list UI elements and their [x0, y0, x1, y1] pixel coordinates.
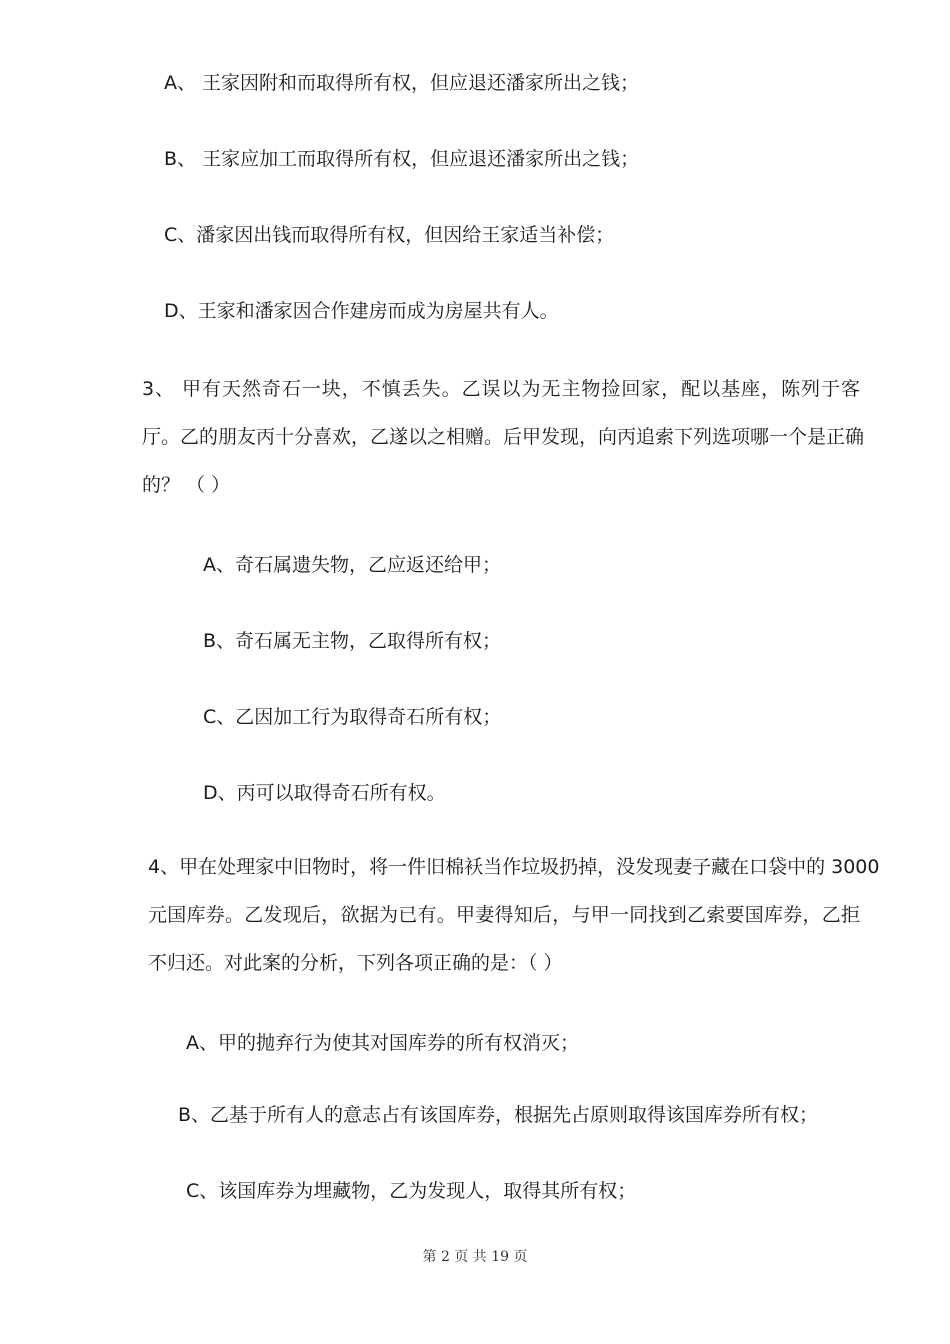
q4-option-b: B、乙基于所有人的意志占有该国库券，根据先占原则取得该国库券所有权； — [178, 1104, 819, 1126]
q2-option-b: B、 王家应加工而取得所有权，但应退还潘家所出之钱； — [164, 148, 640, 170]
q4-stem-line-3: 不归还。对此案的分析，下列各项正确的是：（ ） — [148, 952, 563, 974]
q3-option-d: D、丙可以取得奇石所有权。 — [203, 782, 446, 804]
q4-stem-line-1: 4、甲在处理家中旧物时，将一件旧棉袄当作垃圾扔掉，没发现妻子藏在口袋中的 3000 — [148, 856, 880, 878]
q3-stem-line-1: 3、 甲有天然奇石一块，不慎丢失。乙误以为无主物捡回家，配以基座，陈列于客 — [142, 378, 860, 400]
q3-stem-line-2: 厅。乙的朋友丙十分喜欢，乙遂以之相赠。后甲发现，向丙追索下列选项哪一个是正确 — [142, 426, 865, 448]
q2-option-a: A、 王家因附和而取得所有权，但应退还潘家所出之钱； — [164, 72, 640, 94]
q4-option-a: A、甲的抛弃行为使其对国库券的所有权消灭； — [186, 1032, 579, 1054]
q3-option-c: C、乙因加工行为取得奇石所有权； — [203, 706, 502, 728]
q3-option-a: A、奇石属遗失物，乙应返还给甲； — [203, 554, 501, 576]
q2-option-c: C、潘家因出钱而取得所有权，但因给王家适当补偿； — [164, 224, 615, 246]
page-footer: 第 2 页 共 19 页 — [422, 1249, 528, 1265]
q4-option-c: C、该国库券为埋藏物，乙为发现人，取得其所有权； — [186, 1180, 637, 1202]
q4-stem-line-2: 元国库券。乙发现后，欲据为已有。甲妻得知后，与甲一同找到乙索要国库券，乙拒 — [148, 904, 860, 926]
q3-option-b: B、奇石属无主物，乙取得所有权； — [203, 630, 502, 652]
q2-option-d: D、王家和潘家因合作建房而成为房屋共有人。 — [164, 300, 559, 322]
q3-stem-line-3: 的？ （ ） — [142, 474, 231, 496]
